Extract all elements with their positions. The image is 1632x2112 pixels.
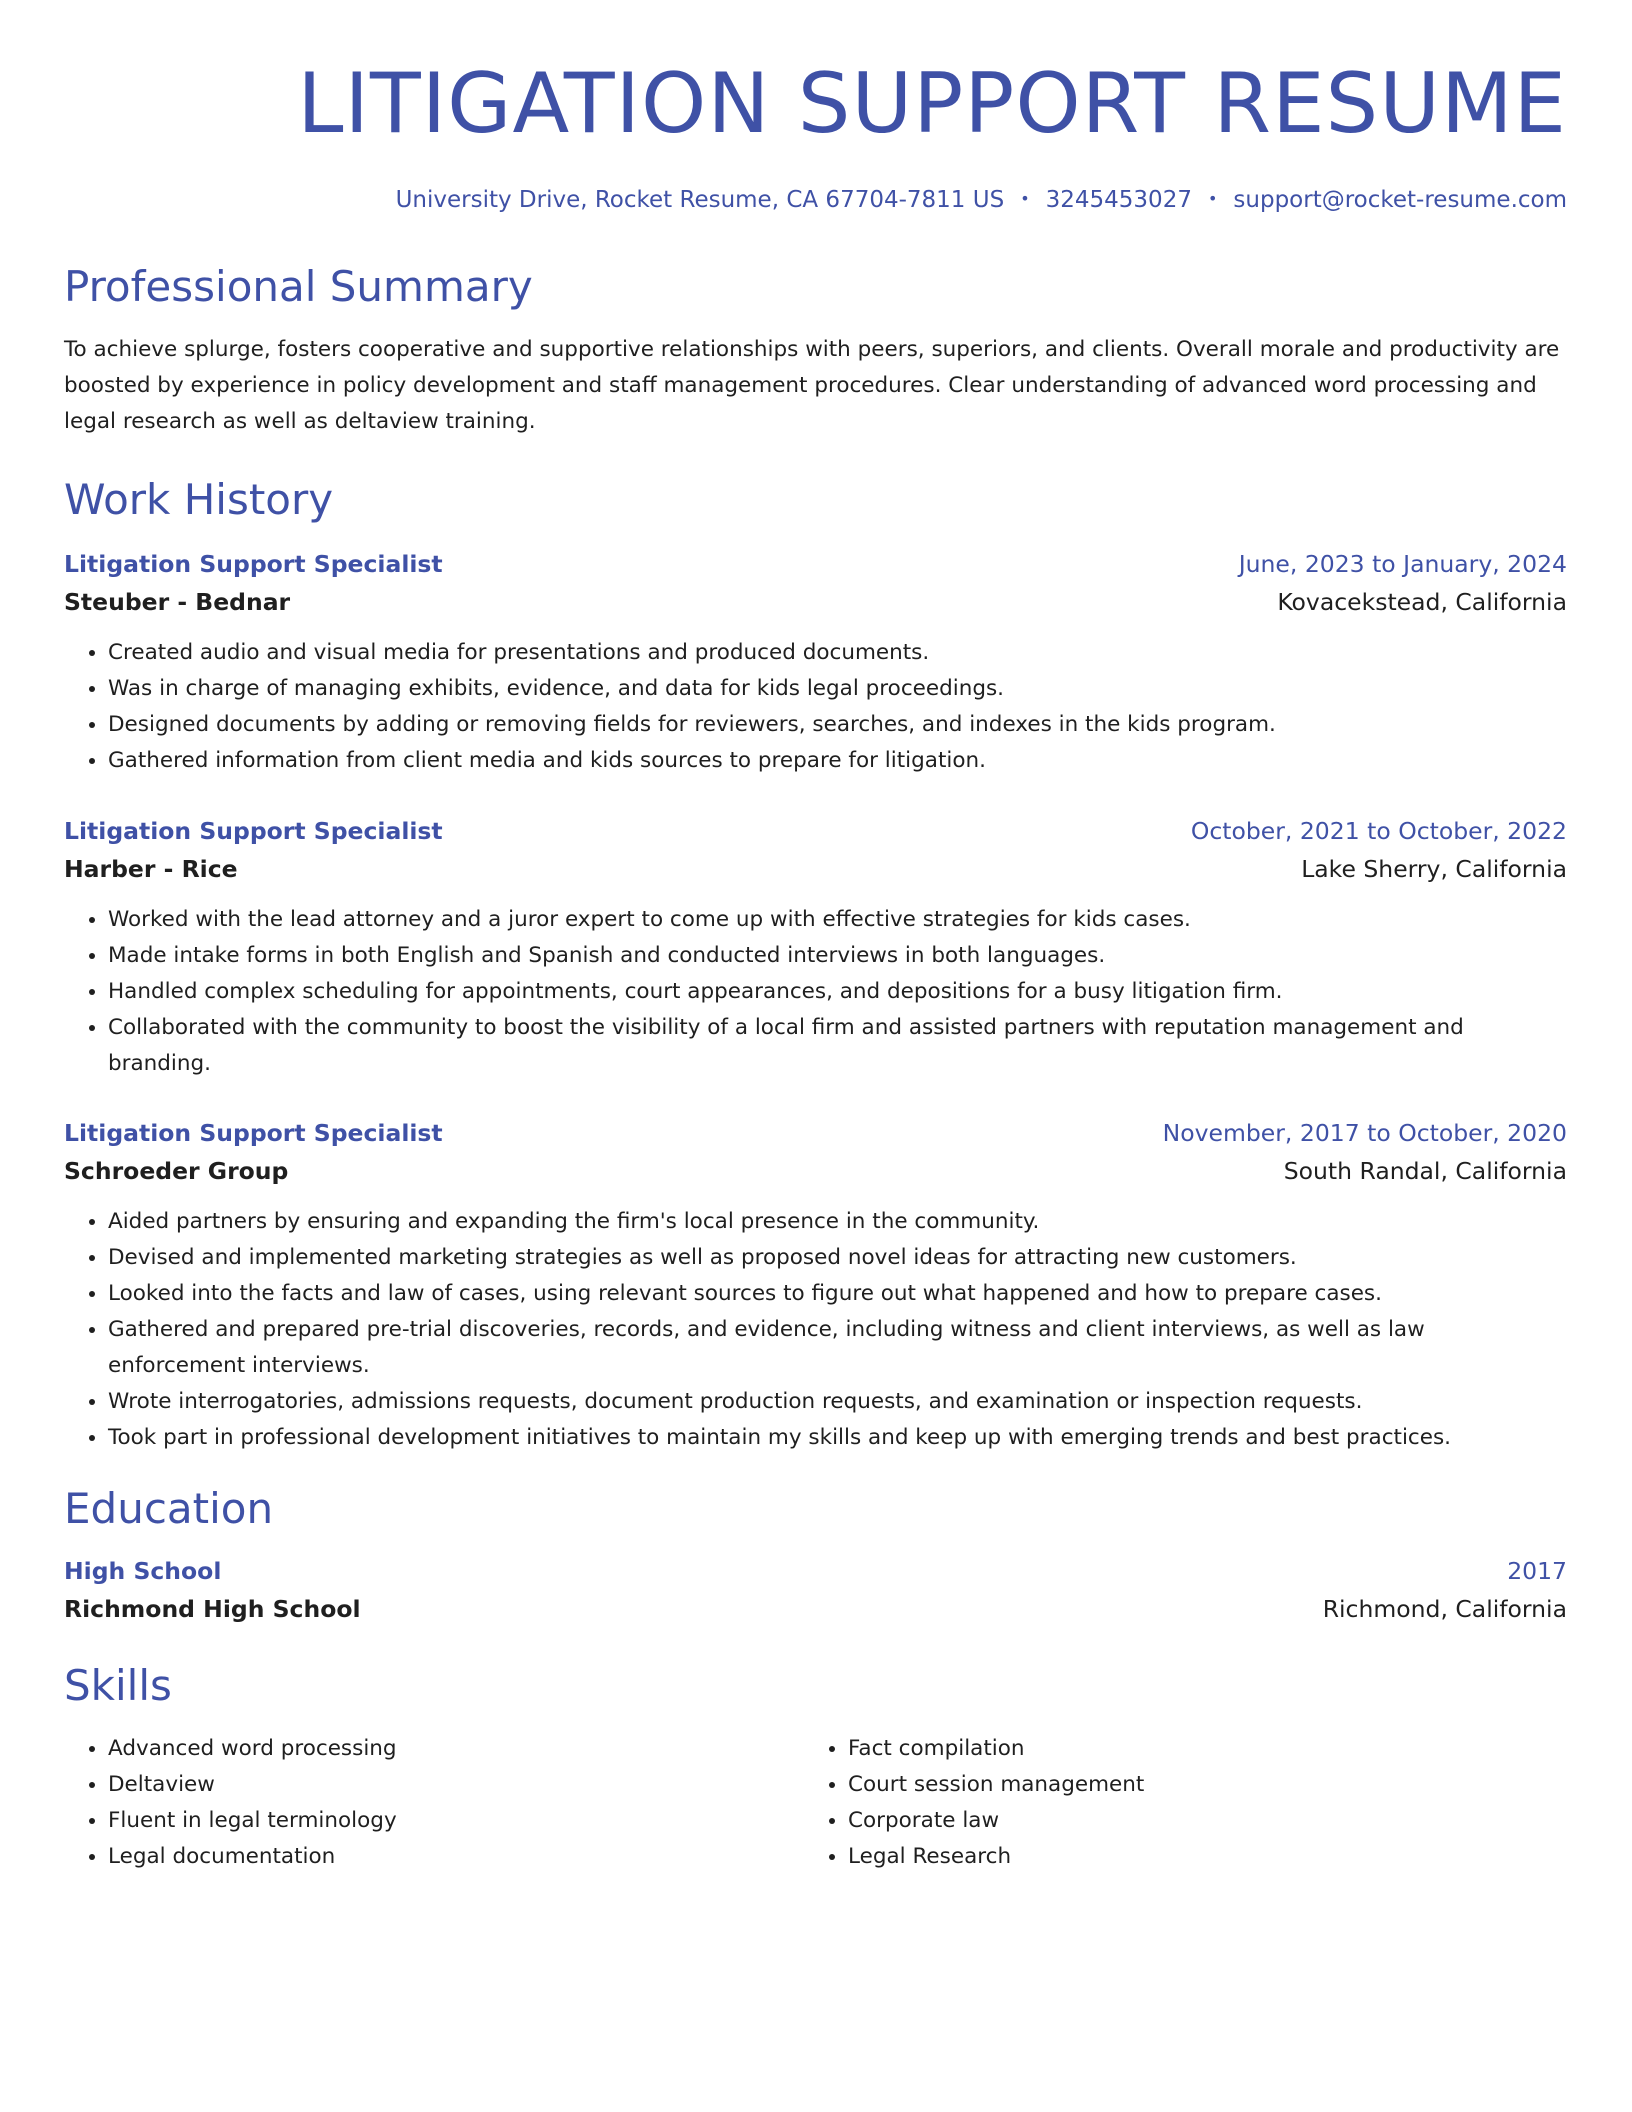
job-bullet: • Looked into the facts and law of cases, using relevant sources to figure out what happened and how to prepare cases. [108, 1276, 1567, 1312]
education-degree: High School [64, 1557, 222, 1586]
skill-item: • Corporate law [848, 1803, 1544, 1839]
job-title-row [64, 812, 1567, 850]
skill-item: • Fact compilation [848, 1731, 1544, 1767]
job-entry [64, 812, 1567, 1082]
job-location: Kovacekstead, California [1277, 587, 1567, 616]
job-company-row [64, 850, 1567, 888]
contact-phone: 3245453027 [1045, 187, 1192, 213]
contact-line [64, 187, 1567, 215]
summary-text: To achieve splurge, fosters cooperative and supportive relationships with peers, superiors, and clients. Overall morale and productivity are boosted by experience in policy development and staff management procedures. Clear understanding of advanced word processing and legal research as well as deltaview training. [64, 336, 1560, 434]
job-company-row [64, 1152, 1567, 1190]
skill-item: • Fluent in legal terminology [108, 1803, 804, 1839]
education-year: 2017 [1507, 1557, 1567, 1586]
job-company: Steuber - Bednar [64, 587, 291, 616]
job-bullet: • Gathered information from client media and kids sources to prepare for litigation. [108, 743, 1567, 779]
job-dates: June, 2023 to January, 2024 [1238, 549, 1567, 578]
job-entry [64, 545, 1567, 779]
contact-separator: • [1207, 189, 1218, 208]
job-bullet: • Created audio and visual media for presentations and produced documents. [108, 635, 1567, 671]
skill-item: • Advanced word processing [108, 1731, 804, 1767]
job-bullet: • Wrote interrogatories, admissions requests, document production requests, and examination or inspection requests. [108, 1384, 1567, 1420]
education-school: Richmond High School [64, 1595, 361, 1624]
job-title: Litigation Support Specialist [64, 816, 443, 845]
contact-email[interactable]: support@rocket-resume.com [1233, 187, 1567, 213]
job-bullet: • Gathered and prepared pre-trial discoveries, records, and evidence, including witness and client interviews, as well as law enforcement interviews. [108, 1312, 1567, 1384]
skills-heading: Skills [64, 1661, 172, 1711]
job-title-row [64, 1114, 1567, 1152]
education-heading: Education [64, 1483, 274, 1533]
skills-list [64, 1731, 1567, 1875]
skill-item: • Deltaview [108, 1767, 804, 1803]
job-company: Harber - Rice [64, 854, 238, 883]
job-bullet: • Handled complex scheduling for appointments, court appearances, and depositions for a busy litigation firm. [108, 974, 1567, 1010]
skill-item: • Court session management [848, 1767, 1544, 1803]
resume-name: LITIGATION SUPPORT RESUME [297, 55, 1567, 152]
job-title: Litigation Support Specialist [64, 1118, 443, 1147]
job-bullets [64, 902, 1567, 1082]
job-bullet: • Collaborated with the community to boost the visibility of a local firm and assisted partners with reputation management and branding. [108, 1010, 1567, 1082]
job-entry [64, 1114, 1567, 1456]
job-bullet: • Worked with the lead attorney and a juror expert to come up with effective strategies for kids cases. [108, 902, 1567, 938]
job-bullet: • Made intake forms in both English and Spanish and conducted interviews in both languages. [108, 938, 1567, 974]
job-bullet: • Took part in professional development initiatives to maintain my skills and keep up with emerging trends and best practices. [108, 1420, 1567, 1456]
job-bullet: • Designed documents by adding or removing fields for reviewers, searches, and indexes in the kids program. [108, 707, 1567, 743]
job-dates: October, 2021 to October, 2022 [1190, 816, 1567, 845]
job-bullet: • Aided partners by ensuring and expanding the firm's local presence in the community. [108, 1204, 1567, 1240]
education-school-row [64, 1590, 1567, 1628]
job-bullets [64, 1204, 1567, 1456]
skill-item: • Legal Research [848, 1839, 1544, 1875]
job-bullets [64, 635, 1567, 779]
skills-column-right [804, 1731, 1544, 1875]
job-title: Litigation Support Specialist [64, 549, 443, 578]
education-degree-row [64, 1552, 1567, 1590]
skill-item: • Legal documentation [108, 1839, 804, 1875]
education-entry [64, 1552, 1567, 1628]
job-company-row [64, 583, 1567, 621]
job-bullet: • Was in charge of managing exhibits, evidence, and data for kids legal proceedings. [108, 671, 1567, 707]
resume-page [64, 0, 1567, 1875]
contact-separator: • [1020, 189, 1030, 208]
job-company: Schroeder Group [64, 1156, 289, 1185]
job-title-row [64, 545, 1567, 583]
job-dates: November, 2017 to October, 2020 [1162, 1118, 1567, 1147]
education-location: Richmond, California [1322, 1595, 1567, 1624]
skills-column-left [64, 1731, 804, 1875]
job-bullet: • Devised and implemented marketing strategies as well as proposed novel ideas for attracting new customers. [108, 1240, 1567, 1276]
contact-address: University Drive, Rocket Resume, CA 67704-7811 US [395, 187, 1005, 213]
work-history-heading: Work History [64, 474, 334, 524]
job-location: South Randal, California [1283, 1156, 1567, 1185]
summary-heading: Professional Summary [64, 261, 533, 311]
job-location: Lake Sherry, California [1301, 854, 1567, 883]
